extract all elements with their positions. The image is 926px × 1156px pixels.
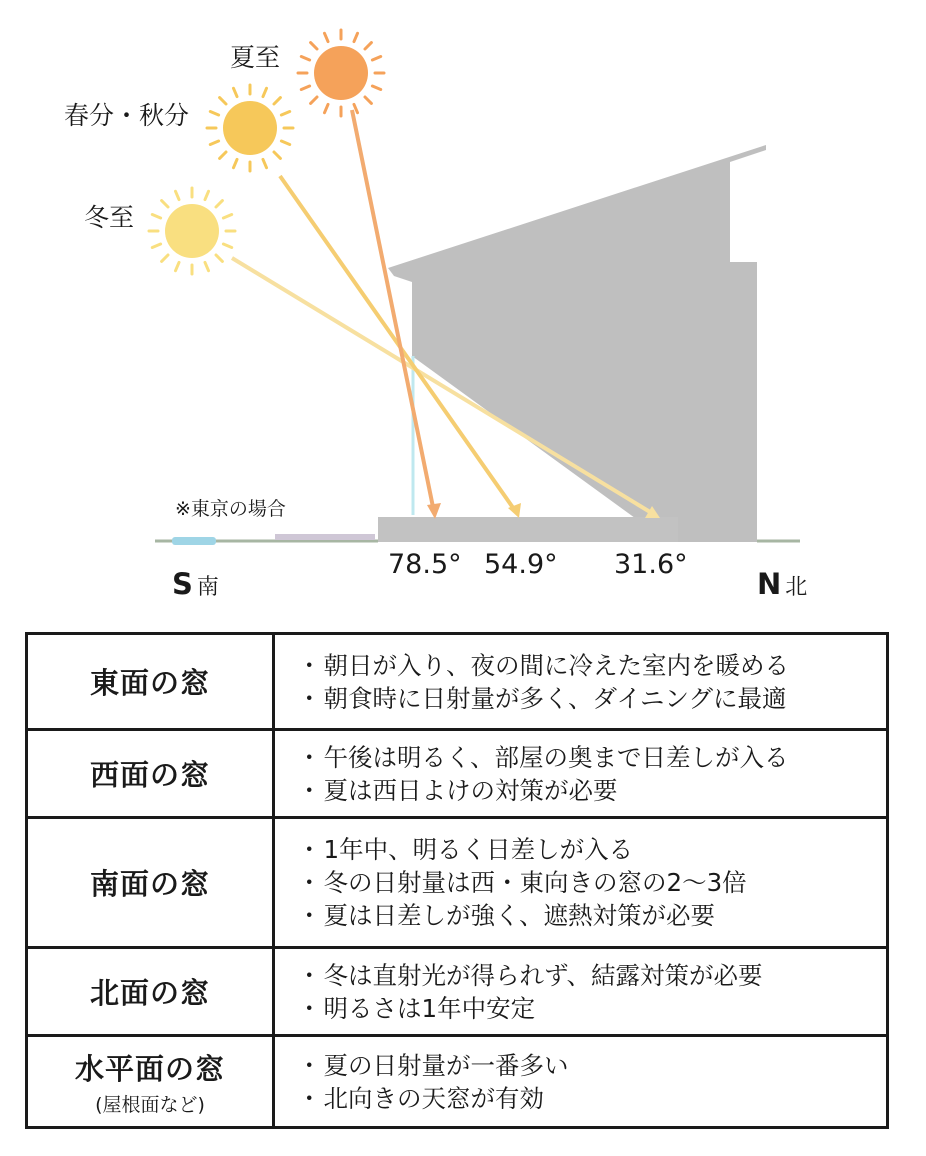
house-silhouette bbox=[388, 145, 766, 542]
bullet-list bbox=[275, 1043, 886, 1121]
bullet-item: ・ 夏は西日よけの対策が必要 bbox=[297, 774, 886, 807]
sun-disc bbox=[165, 204, 219, 258]
bullet-item: ・ 夏の日射量が一番多い bbox=[297, 1049, 886, 1082]
row-description bbox=[274, 818, 888, 948]
sun-ray-mark bbox=[223, 215, 231, 219]
sun-ray-mark bbox=[365, 43, 371, 49]
bullet-item: ・ 冬の日射量は西・東向きの窓の2〜3倍 bbox=[297, 866, 886, 899]
table-row bbox=[27, 730, 888, 818]
angle-winter: 31.6° bbox=[614, 549, 688, 580]
sun-ray-mark bbox=[325, 33, 329, 41]
sun-ray-mark bbox=[223, 244, 231, 248]
sun-disc bbox=[314, 46, 368, 100]
south-letter: S bbox=[172, 567, 193, 601]
foundation-slab bbox=[378, 517, 678, 542]
sun-ray-mark bbox=[372, 57, 380, 61]
sun-ray-mark bbox=[274, 152, 280, 158]
sun-ray-mark bbox=[220, 98, 226, 104]
sun-ray-mark bbox=[263, 159, 267, 167]
angle-summer: 78.5° bbox=[388, 549, 462, 580]
north-letter: N bbox=[757, 567, 782, 601]
sun-label-winter: 冬至 bbox=[84, 203, 135, 232]
sun-ray-mark bbox=[325, 104, 329, 112]
row-header bbox=[27, 634, 274, 730]
sun-ray-mark bbox=[372, 86, 380, 90]
sun-winter-icon bbox=[149, 188, 235, 274]
bullet-item: ・ 午後は明るく、部屋の奥まで日差しが入る bbox=[297, 741, 886, 774]
sun-ray-mark bbox=[216, 255, 222, 261]
sun-ray-mark bbox=[210, 112, 218, 116]
row-description bbox=[274, 948, 888, 1036]
sun-ray-mark bbox=[152, 244, 160, 248]
sun-ray-mark bbox=[176, 191, 180, 199]
window-orientation-table bbox=[25, 632, 889, 1129]
sun-ray-mark bbox=[210, 141, 218, 145]
bullet-list bbox=[275, 827, 886, 938]
sun-ray-mark bbox=[354, 104, 358, 112]
row-title: 西面の窓 bbox=[89, 758, 210, 792]
sun-ray-mark bbox=[216, 201, 222, 207]
table-row bbox=[27, 948, 888, 1036]
sun-ray-mark bbox=[162, 255, 168, 261]
sun-ray-mark bbox=[152, 215, 160, 219]
table-row bbox=[27, 1036, 888, 1128]
row-subtitle: (屋根面など) bbox=[95, 1093, 205, 1116]
row-header bbox=[27, 818, 274, 948]
row-header bbox=[27, 948, 274, 1036]
row-title: 東面の窓 bbox=[89, 666, 210, 700]
sun-label-equinox: 春分・秋分 bbox=[64, 101, 190, 130]
bullet-item: ・ 夏は日差しが強く、遮熱対策が必要 bbox=[297, 899, 886, 932]
bullet-item: ・ 朝日が入り、夜の間に冷えた室内を暖める bbox=[297, 649, 886, 682]
table-row bbox=[27, 634, 888, 730]
bullet-list bbox=[275, 643, 886, 721]
south-label bbox=[172, 567, 219, 601]
bullet-item: ・ 冬は直射光が得られず、結露対策が必要 bbox=[297, 959, 886, 992]
row-header bbox=[27, 730, 274, 818]
location-note: ※東京の場合 bbox=[175, 498, 286, 520]
north-kanji: 北 bbox=[785, 575, 808, 600]
sun-ray-mark bbox=[311, 97, 317, 103]
sun-ray-mark bbox=[205, 191, 209, 199]
row-title: 北面の窓 bbox=[89, 976, 210, 1010]
south-kanji: 南 bbox=[196, 575, 219, 600]
ground-strip bbox=[275, 534, 375, 540]
angle-equinox: 54.9° bbox=[484, 549, 558, 580]
row-description bbox=[274, 634, 888, 730]
bullet-list bbox=[275, 953, 886, 1031]
sun-ray-mark bbox=[234, 159, 238, 167]
sun-equinox-icon bbox=[207, 85, 293, 171]
sun-ray-mark bbox=[263, 88, 267, 96]
sun-ray-mark bbox=[162, 201, 168, 207]
bullet-item: ・ 明るさは1年中安定 bbox=[297, 992, 886, 1025]
sun-ray-mark bbox=[220, 152, 226, 158]
row-title: 水平面の窓 bbox=[74, 1051, 225, 1086]
sun-summer-icon bbox=[298, 30, 384, 116]
bullet-list bbox=[275, 735, 886, 813]
row-header bbox=[27, 1036, 274, 1128]
row-description bbox=[274, 1036, 888, 1128]
sun-ray-mark bbox=[234, 88, 238, 96]
sun-ray-mark bbox=[301, 86, 309, 90]
sun-ray-mark bbox=[281, 112, 289, 116]
sun-ray-mark bbox=[205, 262, 209, 270]
sun-ray-mark bbox=[176, 262, 180, 270]
north-label bbox=[757, 567, 807, 601]
sun-ray-mark bbox=[311, 43, 317, 49]
sun-ray-mark bbox=[365, 97, 371, 103]
sun-ray-mark bbox=[354, 33, 358, 41]
row-description bbox=[274, 730, 888, 818]
sun-disc bbox=[223, 101, 277, 155]
pond bbox=[172, 537, 216, 545]
sun-ray-mark bbox=[301, 57, 309, 61]
bullet-item: ・ 1年中、明るく日差しが入る bbox=[297, 833, 886, 866]
sun-label-summer: 夏至 bbox=[230, 43, 281, 72]
sun-ray-mark bbox=[281, 141, 289, 145]
row-title: 南面の窓 bbox=[89, 867, 210, 901]
sun-ray-mark bbox=[274, 98, 280, 104]
bullet-item: ・ 朝食時に日射量が多く、ダイニングに最適 bbox=[297, 682, 886, 715]
bullet-item: ・ 北向きの天窓が有効 bbox=[297, 1082, 886, 1115]
table-row bbox=[27, 818, 888, 948]
